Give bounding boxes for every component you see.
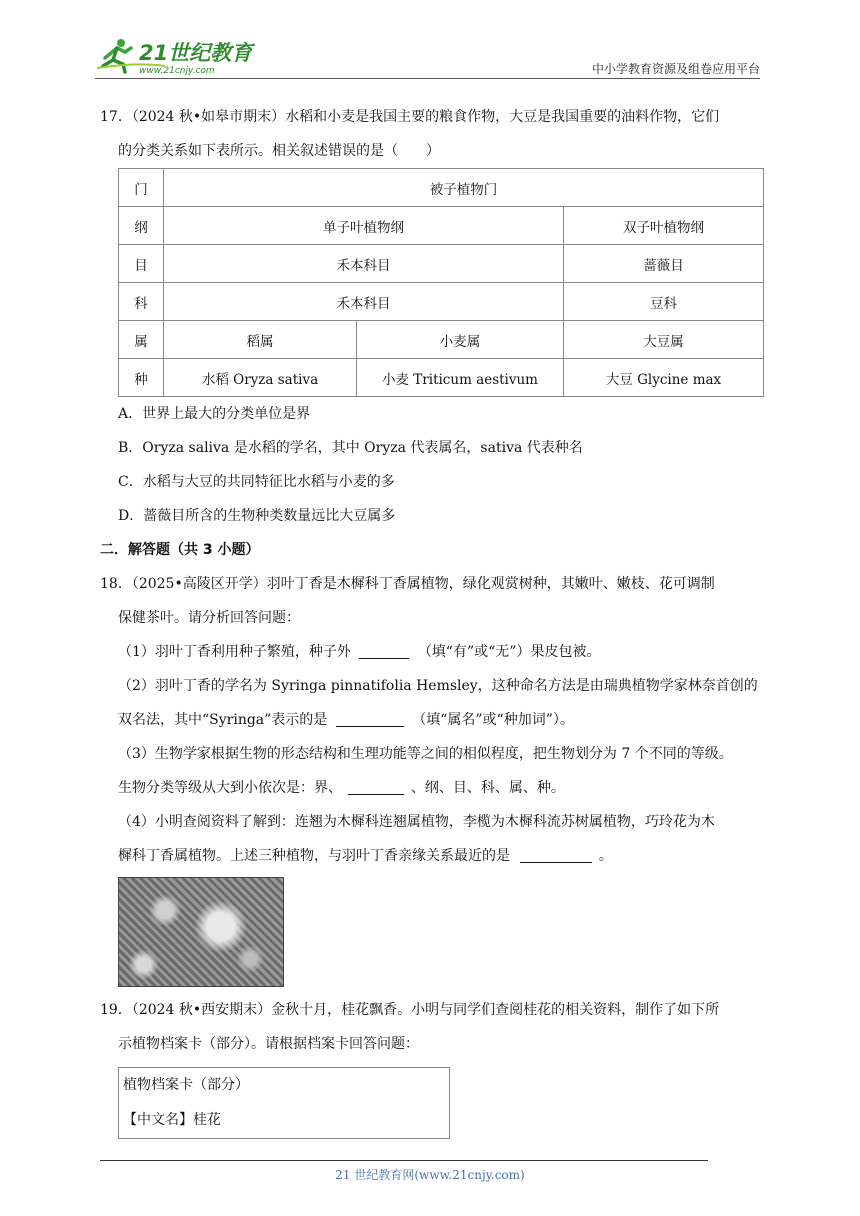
q18-part4-line1: （4）小明查阅资料了解到：连翘为木樨科连翘属植物，李榄为木樨科流苏树属植物，巧玲花为木 bbox=[118, 814, 715, 830]
table-cell: 属 bbox=[119, 321, 164, 359]
section-title: 二．解答题（共 3 小题） bbox=[100, 542, 260, 558]
q18-part3-text: 生物分类等级从大到小依次是：界、 bbox=[118, 780, 342, 796]
card-chinese-name: 【中文名】桂花 bbox=[123, 1112, 221, 1128]
table-cell: 蔷薇目 bbox=[564, 245, 764, 283]
classification-table bbox=[118, 168, 764, 397]
answer-blank[interactable] bbox=[336, 710, 404, 727]
q18-part1 bbox=[100, 635, 764, 669]
table-cell: 单子叶植物纲 bbox=[164, 207, 564, 245]
q17-option-c: C．水稻与大豆的共同特征比水稻与小麦的多 bbox=[118, 474, 395, 490]
q19-stem-line2: 示植物档案卡（部分）。请根据档案卡回答问题： bbox=[118, 1036, 419, 1052]
q17-stem-line1: 17．（2024 秋•如皋市期末）水稻和小麦是我国主要的粮食作物，大豆是我国重要的油料作物，它们 bbox=[100, 109, 720, 125]
card-title: 植物档案卡（部分） bbox=[123, 1077, 249, 1093]
plant-record-card bbox=[118, 1067, 450, 1139]
table-cell: 种 bbox=[119, 359, 164, 397]
table-row bbox=[119, 207, 764, 245]
table-cell: 稻属 bbox=[164, 321, 357, 359]
platform-name: 中小学教育资源及组卷应用平台 bbox=[591, 62, 760, 76]
q18-part3-text: 、纲、目、科、属、种。 bbox=[410, 780, 565, 796]
table-row bbox=[119, 283, 764, 321]
answer-blank[interactable] bbox=[359, 642, 409, 659]
q17-option-b: B．Oryza saliva 是水稻的学名，其中 Oryza 代表属名，sativa 代表种名 bbox=[118, 440, 583, 456]
q18-stem-line1: 18．（2025•高陵区开学）羽叶丁香是木樨科丁香属植物，绿化观赏树种，其嫩叶、嫩枝、花可调制 bbox=[100, 576, 715, 592]
answer-blank[interactable] bbox=[348, 778, 404, 795]
q18-part2-line1: （2）羽叶丁香的学名为 Syringa pinnatifolia Hemsley，这种命名方法是由瑞典植物学家林奈首创的 bbox=[118, 678, 758, 694]
table-cell: 纲 bbox=[119, 207, 164, 245]
q18-part2-text: 双名法，其中“Syringa”表示的是 bbox=[118, 712, 328, 728]
page-footer: 21 世纪教育网(www.21cnjy.com) bbox=[335, 1168, 525, 1182]
table-cell: 科 bbox=[119, 283, 164, 321]
table-cell: 门 bbox=[119, 169, 164, 207]
q18-part3-line1: （3）生物学家根据生物的形态结构和生理功能等之间的相似程度，把生物划分为 7 个不同的等级。 bbox=[118, 746, 733, 762]
answer-blank[interactable] bbox=[520, 846, 592, 863]
table-cell: 大豆属 bbox=[564, 321, 764, 359]
q17-stem-line2: 的分类关系如下表所示。相关叙述错误的是（ ） bbox=[118, 143, 440, 159]
header-divider bbox=[95, 78, 760, 79]
table-cell: 豆科 bbox=[564, 283, 764, 321]
q18-part2-text: （填“属名”或“种加词”）。 bbox=[412, 712, 574, 728]
lilac-flower-photo bbox=[118, 877, 284, 987]
document-body bbox=[100, 100, 764, 1139]
table-row bbox=[119, 359, 764, 397]
table-cell: 被子植物门 bbox=[164, 169, 764, 207]
table-row bbox=[119, 169, 764, 207]
page-header bbox=[95, 30, 760, 80]
q18-part3-line2 bbox=[100, 771, 764, 805]
logo-url: www.21cnjy.com bbox=[139, 66, 215, 76]
site-logo bbox=[95, 36, 265, 76]
q19-stem-line1: 19．（2024 秋•西安期末）金秋十月，桂花飘香。小明与同学们查阅桂花的相关资料，制作了如下所 bbox=[100, 1002, 720, 1018]
table-row bbox=[119, 321, 764, 359]
table-cell: 禾本科目 bbox=[164, 245, 564, 283]
q18-part4-text: 樨科丁香属植物。上述三种植物，与羽叶丁香亲缘关系最近的是 bbox=[118, 848, 510, 864]
q18-part4-line2 bbox=[100, 839, 764, 873]
table-cell: 小麦属 bbox=[357, 321, 564, 359]
table-cell: 双子叶植物纲 bbox=[564, 207, 764, 245]
table-cell: 目 bbox=[119, 245, 164, 283]
q18-stem-line2: 保健茶叶。请分析回答问题： bbox=[118, 610, 300, 626]
q18-part1-text: （1）羽叶丁香利用种子繁殖，种子外 bbox=[118, 644, 351, 660]
footer-divider bbox=[100, 1160, 708, 1161]
q18-part1-text: （填“有”或“无”）果皮包被。 bbox=[417, 644, 601, 660]
logo-text: 21世纪教育 bbox=[139, 41, 253, 65]
q18-part4-text: 。 bbox=[598, 848, 613, 864]
q18-part2-line2 bbox=[100, 703, 764, 737]
table-cell: 禾本科目 bbox=[164, 283, 564, 321]
q17-option-d: D．蔷薇目所含的生物种类数量远比大豆属多 bbox=[118, 508, 396, 524]
q17-option-a: A．世界上最大的分类单位是界 bbox=[118, 406, 311, 422]
table-cell: 小麦 Triticum aestivum bbox=[357, 359, 564, 397]
table-cell: 水稻 Oryza sativa bbox=[164, 359, 357, 397]
table-row bbox=[119, 245, 764, 283]
table-cell: 大豆 Glycine max bbox=[564, 359, 764, 397]
